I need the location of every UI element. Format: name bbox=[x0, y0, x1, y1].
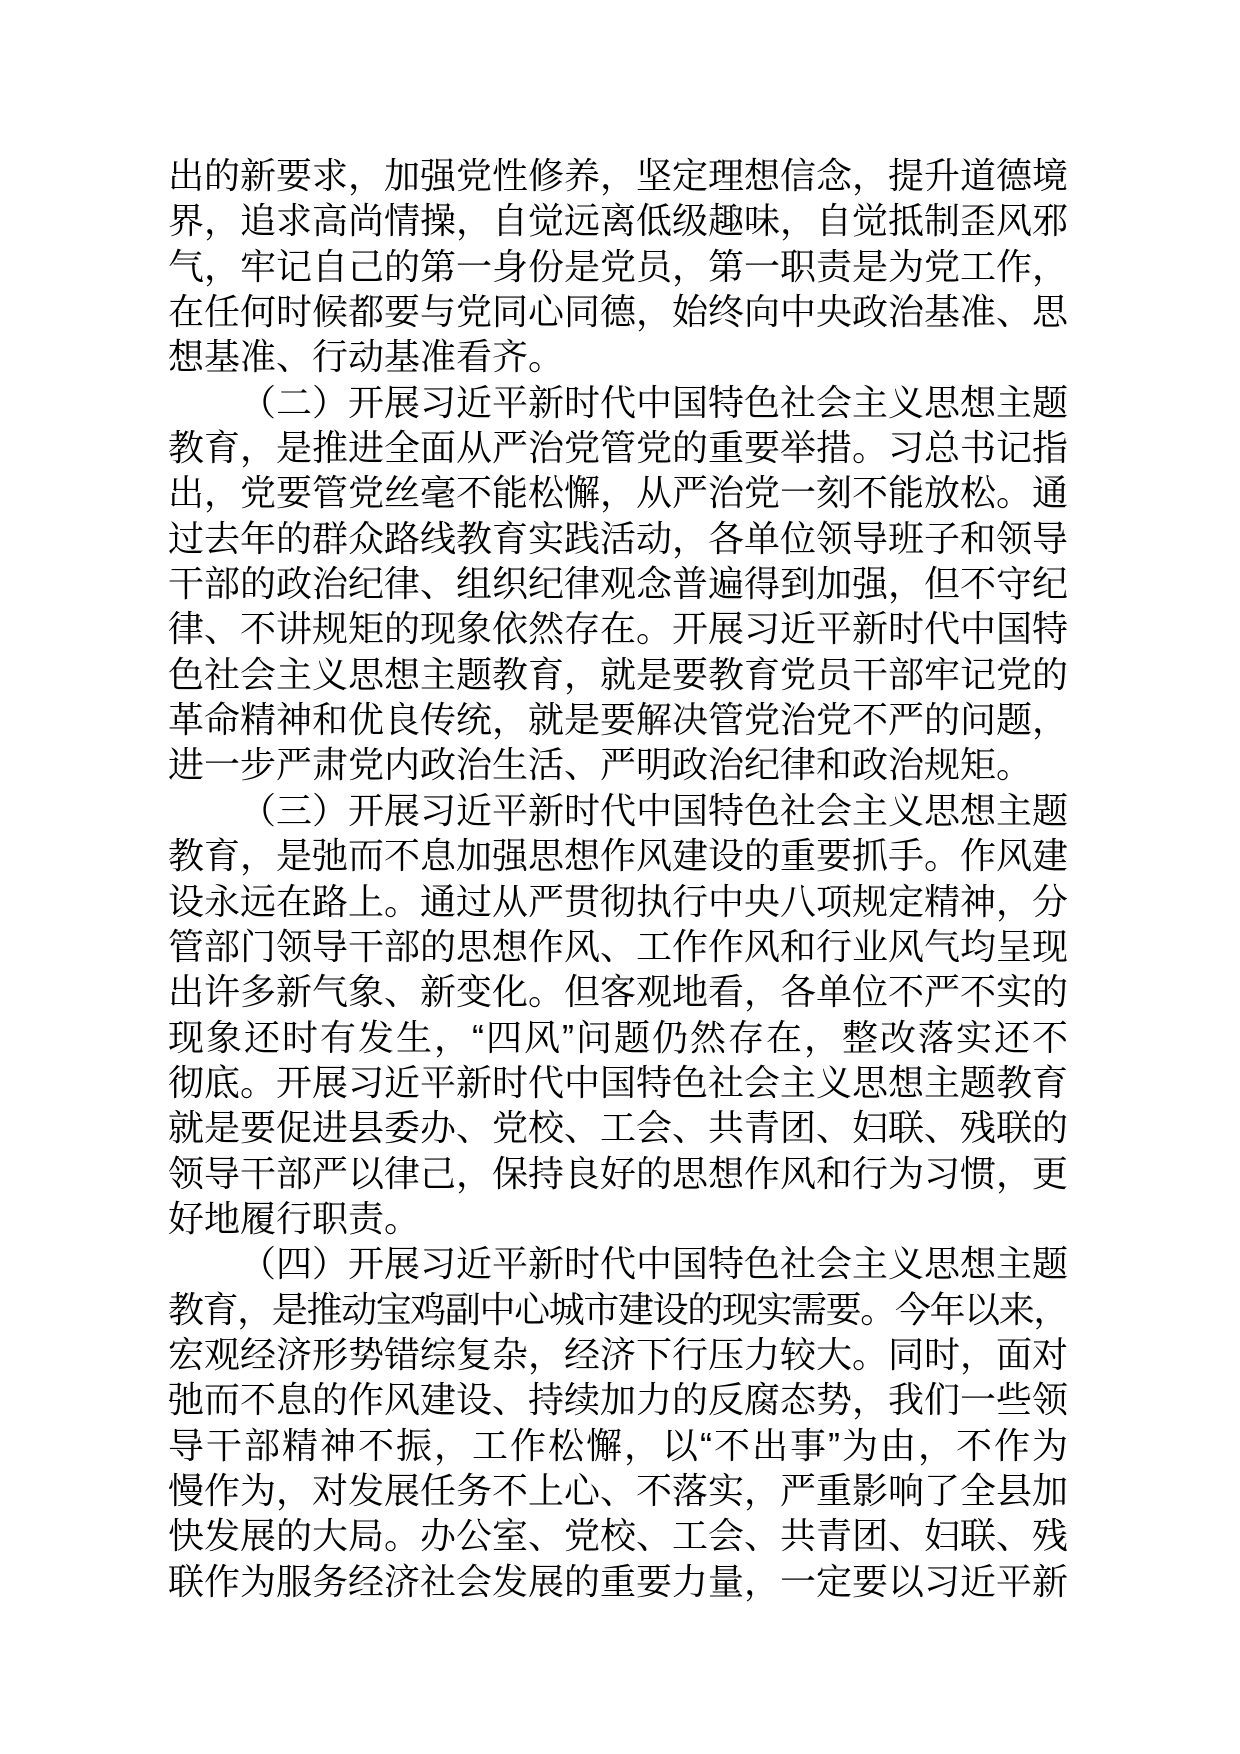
text-line: 在任何时候都要与党同心同德，始终向中央政治基准、思 bbox=[168, 291, 1069, 333]
text-line: 就是要促进县委办、党校、工会、共青团、妇联、残联的 bbox=[168, 1107, 1069, 1149]
text-line: 宏观经济形势错综复杂，经济下行压力较大。同时，面对 bbox=[168, 1333, 1069, 1375]
text-line: 出，党要管党丝毫不能松懈，从严治党一刻不能放松。通 bbox=[168, 472, 1069, 514]
paragraph-section-2 bbox=[168, 380, 1068, 788]
text-line: 干部的政治纪律、组织纪律观念普遍得到加强，但不守纪 bbox=[168, 563, 1069, 605]
text-line: 教育，是推进全面从严治党管党的重要举措。习总书记指 bbox=[168, 427, 1069, 469]
text-line: 彻底。开展习近平新时代中国特色社会主义思想主题教育 bbox=[168, 1061, 1069, 1103]
text-line: （四）开展习近平新时代中国特色社会主义思想主题 bbox=[240, 1243, 1069, 1285]
text-line: 设永远在路上。通过从严贯彻执行中央八项规定精神，分 bbox=[168, 880, 1069, 922]
text-line: 快发展的大局。办公室、党校、工会、共青团、妇联、残 bbox=[168, 1515, 1069, 1557]
text-line: 联作为服务经济社会发展的重要力量，一定要以习近平新 bbox=[168, 1560, 1069, 1602]
text-line: 革命精神和优良传统，就是要解决管党治党不严的问题， bbox=[168, 699, 1069, 741]
text-line: 进一步严肃党内政治生活、严明政治纪律和政治规矩。 bbox=[168, 744, 1033, 786]
text-line: 领导干部严以律己，保持良好的思想作风和行为习惯，更 bbox=[168, 1152, 1069, 1194]
text-line: 出的新要求，加强党性修养，坚定理想信念，提升道德境 bbox=[168, 155, 1069, 196]
text-line: 教育，是推动宝鸡副中心城市建设的现实需要。今年以来， bbox=[168, 1288, 1068, 1330]
text-line: （三）开展习近平新时代中国特色社会主义思想主题 bbox=[240, 789, 1069, 831]
text-line: 想基准、行动基准看齐。 bbox=[168, 336, 565, 378]
text-line: 律、不讲规矩的现象依然存在。开展习近平新时代中国特 bbox=[168, 608, 1069, 650]
text-line: （二）开展习近平新时代中国特色社会主义思想主题 bbox=[240, 381, 1069, 423]
text-line: 慢作为，对发展任务不上心、不落实，严重影响了全县加 bbox=[168, 1469, 1069, 1511]
text-line: 教育，是弛而不息加强思想作风建设的重要抓手。作风建 bbox=[168, 835, 1069, 877]
text-line: 现象还时有发生，“四风”问题仍然存在，整改落实还不 bbox=[168, 1016, 1068, 1058]
paragraph-section-3 bbox=[168, 788, 1068, 1241]
text-line: 导干部精神不振，工作松懈，以“不出事”为由，不作为 bbox=[168, 1424, 1068, 1466]
text-line: 出许多新气象、新变化。但客观地看，各单位不严不实的 bbox=[168, 971, 1069, 1013]
text-line: 管部门领导干部的思想作风、工作作风和行业风气均呈现 bbox=[168, 925, 1069, 967]
text-line: 过去年的群众路线教育实践活动，各单位领导班子和领导 bbox=[168, 517, 1069, 559]
text-line: 气，牢记自己的第一身份是党员，第一职责是为党工作， bbox=[168, 245, 1069, 287]
paragraph-continuation bbox=[168, 153, 1068, 380]
text-line: 好地履行职责。 bbox=[168, 1197, 421, 1239]
text-line: 色社会主义思想主题教育，就是要教育党员干部牢记党的 bbox=[168, 653, 1069, 695]
text-line: 弛而不息的作风建设、持续加力的反腐态势，我们一些领 bbox=[168, 1379, 1069, 1421]
paragraph-section-4 bbox=[168, 1241, 1068, 1604]
text-line: 界，追求高尚情操，自觉远离低级趣味，自觉抵制歪风邪 bbox=[168, 200, 1069, 242]
document-body bbox=[168, 153, 1068, 1604]
